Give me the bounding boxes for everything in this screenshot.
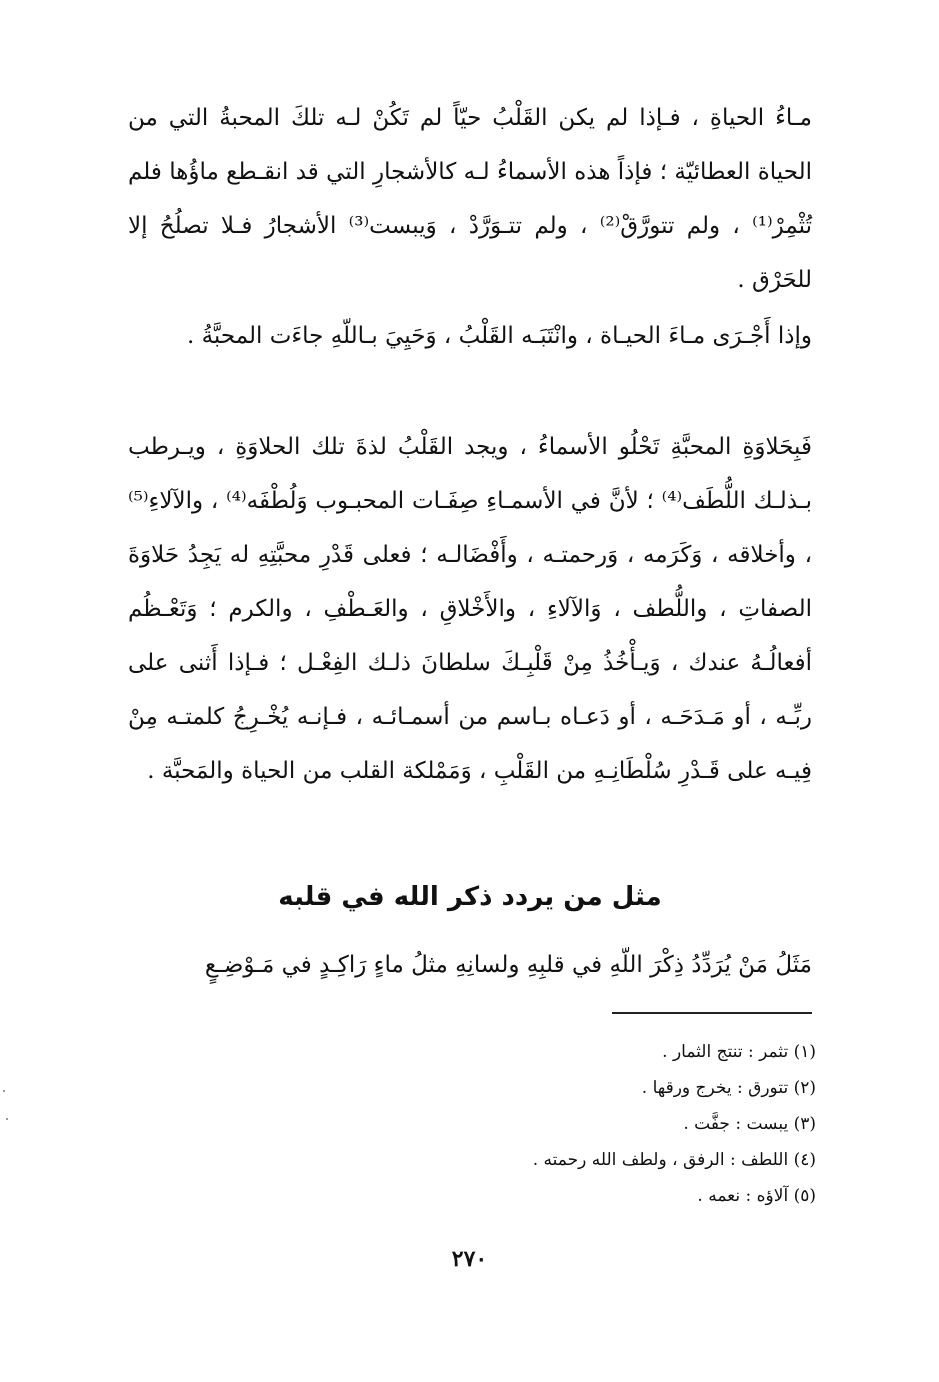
section-heading: مثل من يردد ذكر الله في قلبه <box>278 882 662 912</box>
footnote-list <box>128 1034 816 1214</box>
footnote-item: (٤) اللطف : الرفق ، ولطف الله رحمته . <box>532 1150 816 1170</box>
body-paragraph: وإذا أَجْـرَى مـاءَ الحيـاة ، وانْتَبَـه القَلْبُ ، وَحَيِيَ بـاللّهِ جاءَت المحبَّةُ . <box>186 323 812 349</box>
body-paragraph: مَثَلُ مَنْ يُرَدِّدُ ذِكْرَ اللّهِ في قلبِهِ ولسانِهِ مثلُ ماءٍ رَاكِـدٍ في مَـوْضِـعٍ <box>204 952 812 978</box>
body-paragraph: فَبِحَلاوَةِ المحبَّةِ تَحْلُو الأسماءُ ، ويجد القَلْبُ لذةَ تلك الحلاوَةِ ، ويـرطب بـذلـك اللُّطَف⁽⁴⁾ ؛ لأنَّ في الأسمـاءِ صِفَـات المحبـوب وَلُطْفَه⁽⁴⁾ ، والآلاءِ⁽⁵⁾ ، وأخلاقه ، وَكَرَمه ، وَرحمتـه ، وأَفْضَالـه ؛ فعلى قَدْرِ محبَّتِهِ له يَجِدُ حَلاوَةَ الصفاتِ ، واللُّطف ، وَالآلاءِ ، والأَخْلاقِ ، والعَـطْفِ ، والكرم ؛ وَتَعْـظُم أفعالُـهُ عندك ، وَيـأْخُذُ مِنْ قَلْبِـكَ سلطانَ ذلـك الفِعْـل ؛ فـإذا أَثنى على ربِّـه ، أو مَـدَحَـه ، أو دَعـاه بـاسم من أسمـائـه ، فـإنـه يُخْـرِجُ كلمتـه مِنْ فِيـه على قَـدْرِ سُلْطَانِـهِ من القَلْبِ ، وَمَمْلكة القلب من الحياة والمَحبَّة . <box>128 434 812 784</box>
scan-speck <box>6 1118 8 1120</box>
scan-speck <box>3 1090 5 1092</box>
footnote-item: (٥) آلاؤه : نعمه . <box>697 1186 816 1206</box>
page-number: ٢٧٠ <box>451 1246 488 1272</box>
body-paragraph: مـاءُ الحياةِ ، فـإذا لم يكن القَلْبُ حيّاً لم تَكُنْ لـه تلكَ المحبةُ التي من الحياة العطائيّة ؛ فإذاً هذه الأسماءُ لـه كالأشجارِ التي قد انقـطع ماؤُها فلم تُثْمِرْ⁽¹⁾ ، ولم تتورَّقْ⁽²⁾ ، ولم تتـوَرَّدْ ، وَيبست⁽³⁾ الأشجارُ فـلا تصلُحُ إلا للحَرْق . <box>128 105 812 293</box>
footnote-item: (٢) تتورق : يخرج ورقها . <box>641 1078 816 1098</box>
footnote-divider <box>612 1012 812 1014</box>
footnote-item: (١) تثمر : تنتج الثمار . <box>662 1042 816 1062</box>
footnote-item: (٣) يبست : جفَّت . <box>683 1114 816 1134</box>
